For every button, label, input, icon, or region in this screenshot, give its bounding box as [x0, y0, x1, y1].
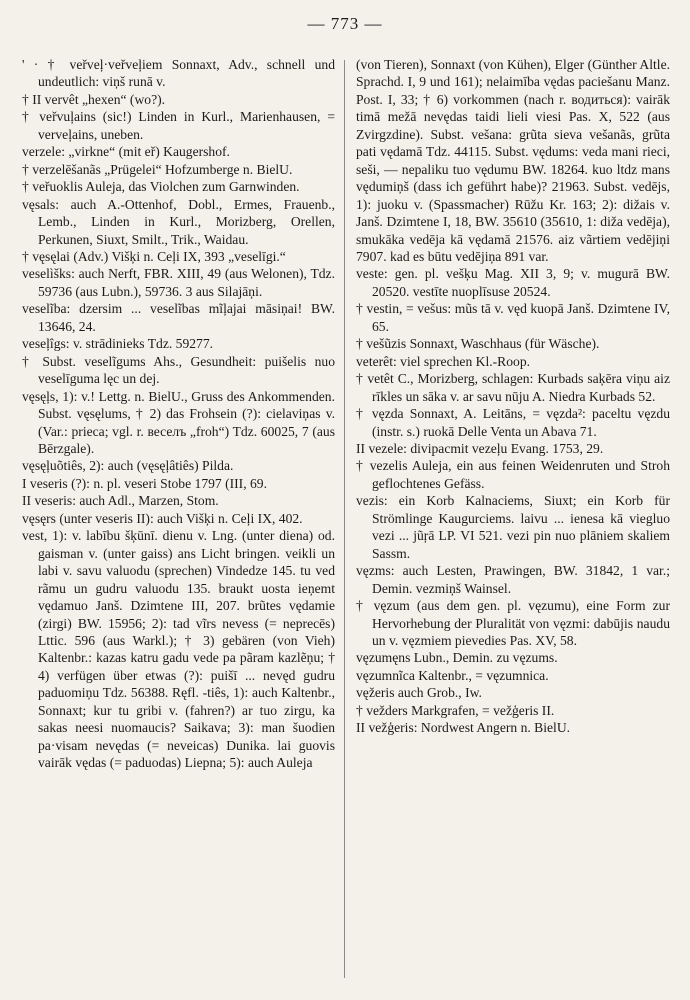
entry-verzelesanas: † verzelēšanãs „Prügelei“ Hofzumberge n. BielU.: [22, 161, 293, 177]
entry-veteret: veterêt: viel sprechen Kl.-Roop.: [356, 353, 531, 369]
entry-vervet: † II vervêt „hexen“ (wo?).: [22, 91, 166, 107]
entry-veseliiks: veselìšks: auch Nerft, FBR. XIII, 49 (aus Welonen), Tdz. 59736 (aus Lubn.), 59736. 3 aus Silajāņi.: [22, 266, 335, 299]
entry-vezders: † vežders Markgrafen, = vežģeris II.: [356, 702, 555, 718]
entry-vezum: † vęzum (aus dem gen. pl. vęzumu), eine Form zur Hervorhebung der Pluralität von vęzmi: dabūjis naudu un v. vęzmiem pievedies Pas. XV, 58.: [356, 598, 670, 648]
entry-veseris-i: I veseris (?): n. pl. veseri Stobe 1797 (III, 69.: [22, 475, 267, 491]
entry-vetet: † vetêt C., Morizberg, schlagen: Kurbads saķēra viņu aiz rīkles un sāka v. ar savu nūju A. Niedra Kurbads 52.: [356, 371, 670, 404]
entry-vezeris: vęžeris auch Grob., Iw.: [356, 685, 482, 701]
entry-vervuļains: † veřvuļains (sic!) Linden in Kurl., Marienhausen, = verveļains, uneben.: [22, 109, 335, 142]
entry-vest: vest, 1): v. labību šķūnī. dienu v. Lng. (unter diena) od. gaisman v. (unter gaiss) ans Licht bringen. veikli un labi v. savu valuodu (sprechen) Vindedze 145. tu ved rãmu un gudru valuodu 135. braukt uosta ieņemt vędamuo Janš. Dzimtene III, 207. brũtes vędamie (zirgi) BW. 15956; 2): tad vĩrs nevess (= neprecēs) Lttic. 596 (aus Warkl.); † 3) gebären (von Vieh) Kaltenbr.: kazas katru gadu vede pa pãram kazlẽņu; † 4) verfügen über etwas (?): puišī ... nevęd gudru paduomiņu Tdz. 56388. Ręfl. -tiês, 1): auch Kaltenbr., Sonnaxt; kur tu gribi v. (fahren?) ar tuo zirgu, ka sakas neesi nuomaucis? Saikava; 3): man šuodien pa·visam nevędas (= neveicas) Dunika. lai guovis vairāk vędas (= paduodas) Liepna; 5): auch Auleja: [22, 528, 335, 771]
left-column: [22, 56, 335, 772]
entry-vezms: vęzms: auch Lesten, Prawingen, BW. 31842, 1 var.; Demin. vezmiņš Wainsel.: [356, 563, 670, 596]
entry-vezumnica: vęzumnĩca Kaltenbr., = vęzumnica.: [356, 667, 549, 683]
entry-vestin: † vestin, = vešus: mũs tā v. vęd kuopā Janš. Dzimtene IV, 65.: [356, 301, 670, 334]
entry-vesers: vęsęrs (unter veseris II): auch Višķi n. Ceļi IX, 402.: [22, 510, 303, 526]
entry-vesels: vęsęļs, 1): v.! Lettg. n. BielU., Gruss des Ankommenden. Subst. vęsęlums, † 2) das Frohsein (?): cielaviņas v. (Var.: priecа; vgl. r. веселъ „froh“) Tdz. 60025, 7 (aus Bērzgale).: [22, 388, 335, 456]
entry-vezgeris: II vežģeris: Nordwest Angern n. BielU.: [356, 720, 571, 736]
entry-veselai: † vęsęlai (Adv.) Višķi n. Ceļi IX, 393 „veselīgi.“: [22, 248, 286, 264]
entry-veseliba: veselĩba: dzersim ... veselĩbas mĩļajai māsiņai! BW. 13646, 24.: [22, 301, 335, 334]
entry-veseligs: veseļîgs: v. strādinieks Tdz. 59277.: [22, 336, 214, 352]
entry-vest-continued: (von Tieren), Sonnaxt (von Kühen), Elger (Günther Altle. Sprachd. I, 9 und 161); nelaimība vędas paciešanu Manz. Post. I, 33; † 6) vorkommen (nach r. водиться): vairāk timā mežā nevędas taidi lieli viesi Pas. X, 522 (aus Zvirgzdine). Subst. vešana: grũta sieva vešanãs, grũta pati vędamā Tdz. 44115. Subst. vędums: veda mani rieci, seši, — nepaliku tuo vędumu BW. 18264. kuo ltdz mans vędumiņš (dass ich geführt habe)? 21963. Subst. vedējs, 1): juoku v. (Spassmacher) Rūžu Kr. 163; 2): dižais v. Janš. Dzimtene I, 18, BW. 35610 (35610, 1: diža vedēja), smukāka vedēja kā vędamā 21576. aiz vãrtiem vedējiņi 7907. kad es būtu vedējiņa 891 var.: [356, 57, 670, 264]
entry-vezelis: † vezelis Auleja, ein aus feinen Weidenruten und Stroh geflochtenes Gefäss.: [356, 458, 670, 491]
entry-vezele: II vezele: divipacmit vezeļu Evang. 1753, 29.: [356, 440, 604, 456]
entry-vezda: † vęzda Sonnaxt, A. Leitāns, = vęzda²: paceltu vęzdu (instr. s.) ruokā Delle Venta un Abava 71.: [356, 406, 670, 439]
entry-veseluoties: vęsęļuõtiês, 2): auch (vęsęļâtiês) Pilda.: [22, 458, 234, 474]
entry-vesals: vęsals: auch A.-Ottenhof, Dobl., Ermes, Frauenb., Lemb., Linden in Kurl., Morizberg, Orellen, Perkunen, Siuxt, Smilt., Trik., Waidau.: [22, 196, 335, 247]
entry-vesuzis: † vešũzis Sonnaxt, Waschhaus (für Wäsche).: [356, 336, 600, 352]
entry-veseris-ii: II veseris: auch Adl., Marzen, Stom.: [22, 493, 219, 509]
entry-vezis: vezis: ein Korb Kalnaciems, Siuxt; ein Korb für Strömlinge Kaugurciems. laivu ... ienesa kā viegluo vezi ... jũŗā LP. VI 521. vezi pin nuo plāniem skaliem Sassm.: [356, 493, 670, 561]
right-column: [356, 56, 670, 737]
entry-veruoklis: † veřuoklis Auleja, das Violchen zum Garnwinden.: [22, 179, 300, 195]
page-number: — 773 —: [307, 14, 383, 33]
entry-verzele: verzele: „virkne“ (mit eř) Kaugershof.: [22, 144, 230, 160]
entry-vezumens: vęzumęns Lubn., Demin. zu vęzums.: [356, 650, 558, 666]
column-divider: [344, 60, 345, 978]
entry-verveļverveļiem: ' · † veřveļ·veřveļiem Sonnaxt, Adv., schnell und undeutlich: viņš runā v.: [22, 57, 335, 90]
entry-veseligums: † Subst. veselĩgums Ahs., Gesundheit: puišelis nuo veselīguma lęc un dej.: [22, 353, 335, 387]
entry-veste: veste: gen. pl. vešķu Mag. XII 3, 9; v. mugurā BW. 20520. vestīte nuoplīsuse 20524.: [356, 266, 670, 299]
